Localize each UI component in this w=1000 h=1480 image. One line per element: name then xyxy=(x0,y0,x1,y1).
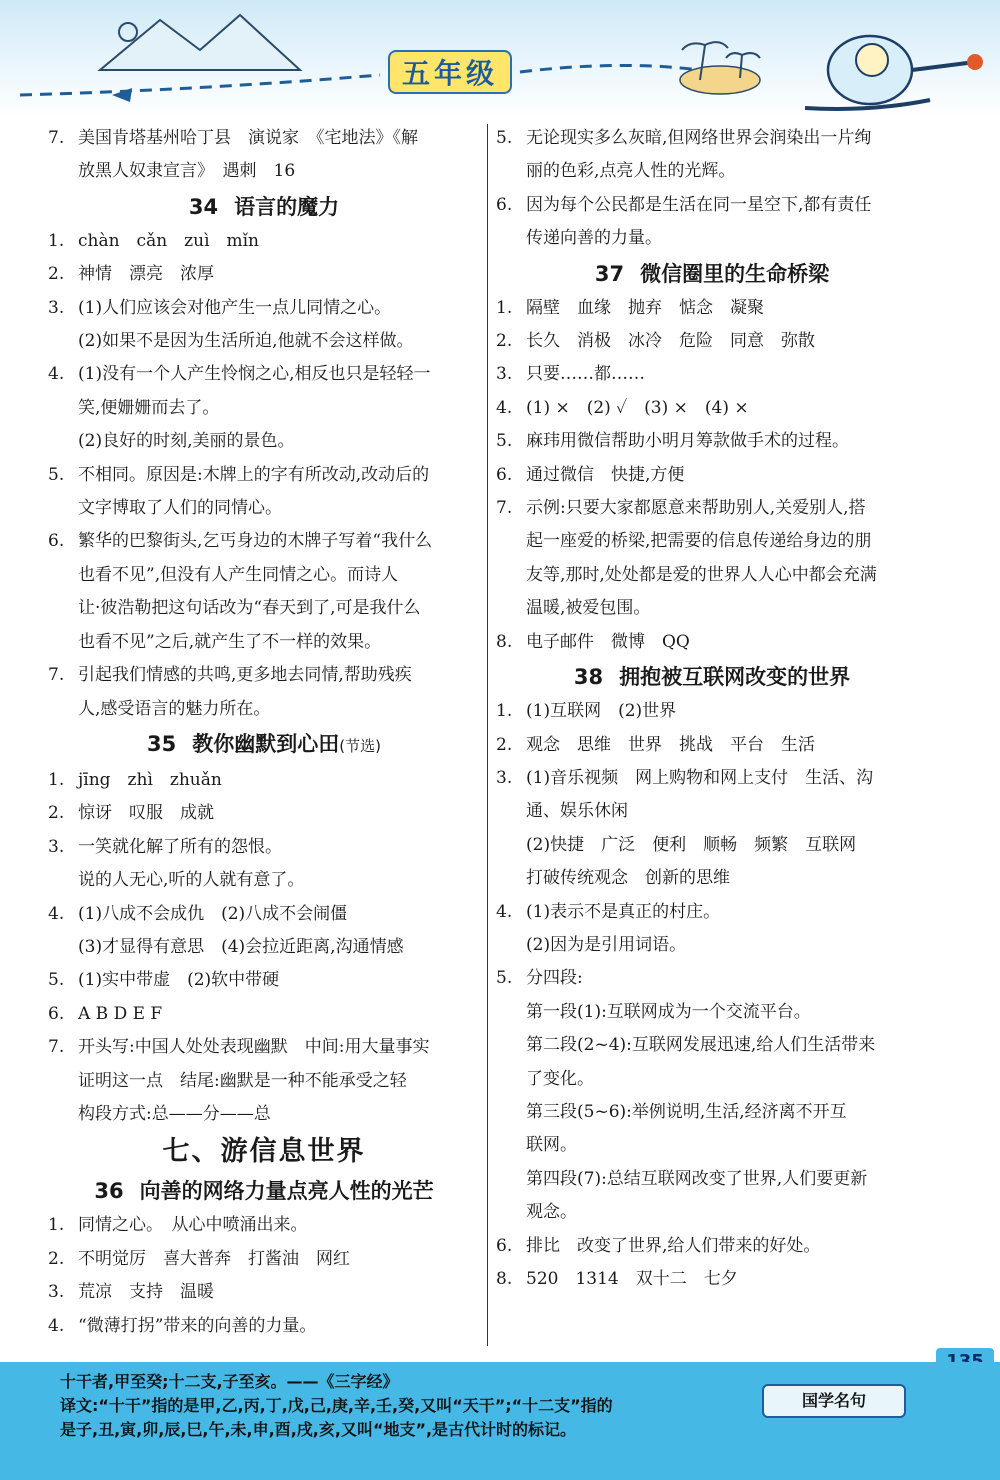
answer-text: (2)如果不是因为生活所迫,他就不会这样做。 xyxy=(78,331,414,352)
answer-continuation xyxy=(48,592,480,625)
answer-number: 2. xyxy=(48,1248,65,1269)
answer-item xyxy=(48,1031,480,1064)
lesson-title: 语言的魔力 xyxy=(234,194,340,219)
answer-number: 5. xyxy=(48,464,65,485)
answer-text: 也看不见”之后,就产生了不一样的效果。 xyxy=(78,631,382,652)
answer-number: 8. xyxy=(496,1269,513,1289)
answer-number: 7. xyxy=(496,498,513,519)
answer-continuation xyxy=(496,1129,928,1162)
answer-item xyxy=(48,122,480,155)
answer-item xyxy=(496,392,928,425)
answer-text: “微薄打拐”带来的向善的力量。 xyxy=(78,1315,317,1336)
lesson-note: (节选) xyxy=(339,736,381,755)
answer-text: 不相同。原因是:木牌上的字有所改动,改动后的 xyxy=(78,464,430,485)
lesson-heading xyxy=(496,659,928,695)
lesson-title: 向善的网络力量点亮人性的光芒 xyxy=(139,1179,434,1204)
answer-continuation xyxy=(48,693,480,726)
answer-number: 1. xyxy=(496,297,513,318)
answer-text: chàn cǎn zuì mǐn xyxy=(78,230,260,251)
answer-text: 分四段: xyxy=(526,968,583,989)
answer-number: 4. xyxy=(48,1315,65,1336)
footer-quote-band xyxy=(0,1362,1000,1480)
answer-item xyxy=(48,459,480,492)
sun-icon xyxy=(119,23,137,41)
answer-text: 放黑人奴隶宣言》 遇刺 16 xyxy=(78,161,296,182)
answer-item xyxy=(48,1243,480,1276)
lesson-number: 36 xyxy=(94,1179,124,1204)
answer-text: 让·彼浩勒把这句话改为“春天到了,可是我什么 xyxy=(78,598,421,619)
lesson-title: 微信圈里的生命桥梁 xyxy=(640,261,830,286)
answer-continuation xyxy=(48,1065,480,1098)
answer-number: 3. xyxy=(48,1282,65,1303)
answer-continuation xyxy=(496,1196,928,1229)
answer-continuation xyxy=(48,325,480,358)
lesson-number: 35 xyxy=(147,731,177,756)
answer-text: 神情 漂亮 浓厚 xyxy=(78,264,214,285)
answer-text: 无论现实多么灰暗,但网络世界会润染出一片绚 xyxy=(526,128,872,148)
answer-continuation xyxy=(496,1063,928,1096)
answer-number: 6. xyxy=(496,194,513,215)
answer-item xyxy=(496,1230,928,1263)
answer-continuation xyxy=(496,862,928,895)
answer-continuation xyxy=(496,795,928,828)
lesson-title: 教你幽默到心田 xyxy=(192,731,340,756)
answer-text: 证明这一点 结尾:幽默是一种不能承受之轻 xyxy=(78,1070,407,1091)
answer-item xyxy=(48,1276,480,1309)
lesson-number: 38 xyxy=(573,665,604,690)
page-header xyxy=(0,0,1000,118)
answer-continuation xyxy=(48,1098,480,1131)
lesson-number: 37 xyxy=(594,261,625,286)
answer-item xyxy=(48,1209,480,1242)
answer-item xyxy=(48,831,480,864)
answer-text: 电子邮件 微博 QQ xyxy=(526,631,690,652)
answer-number: 2. xyxy=(48,264,65,285)
grade-badge: 五年级 xyxy=(388,50,512,94)
answer-continuation xyxy=(496,525,928,558)
right-answer-column xyxy=(496,122,928,1296)
answer-number: 4. xyxy=(48,903,65,924)
answer-continuation xyxy=(48,559,480,592)
answer-item xyxy=(48,898,480,931)
answer-number: 2. xyxy=(496,734,513,755)
answer-item xyxy=(48,998,480,1031)
answer-continuation xyxy=(496,929,928,962)
answer-text: 也看不见”,但没有人产生同情之心。而诗人 xyxy=(78,564,399,585)
answer-text: 排比 改变了世界,给人们带来的好处。 xyxy=(526,1235,821,1256)
classic-quote xyxy=(60,1370,740,1442)
answer-text: (2)良好的时刻,美丽的景色。 xyxy=(78,431,295,452)
quote-translation-line: 译文:“十干”指的是甲,乙,丙,丁,戊,己,庚,辛,壬,癸,又叫“天干”;“十二支”指的 xyxy=(60,1396,613,1415)
answer-item xyxy=(496,729,928,762)
answer-item xyxy=(48,1310,480,1343)
classic-quote-tag: 国学名句 xyxy=(762,1384,906,1418)
lesson-heading xyxy=(48,1173,480,1209)
answer-text: 观念。 xyxy=(526,1202,577,1223)
lesson-number: 34 xyxy=(188,194,219,219)
answer-item xyxy=(48,797,480,830)
answer-number: 4. xyxy=(48,364,65,385)
answer-text: 笑,便姗姗而去了。 xyxy=(78,397,220,418)
answer-text: (1)实中带虚 (2)软中带硬 xyxy=(78,970,280,991)
answer-text: (1)表示不是真正的村庄。 xyxy=(526,901,721,922)
answer-text: (1)音乐视频 网上购物和网上支付 生活、沟 xyxy=(526,767,874,788)
left-answer-column xyxy=(48,122,480,1343)
answer-item xyxy=(496,425,928,458)
answer-item xyxy=(48,292,480,325)
answer-text: 一笑就化解了所有的怨恨。 xyxy=(78,836,282,857)
answer-text: (1)八成不会成仇 (2)八成不会闹僵 xyxy=(78,903,348,924)
quote-translation-line: 是子,丑,寅,卯,辰,巳,午,未,申,酉,戌,亥,又叫“地支”,是古代计时的标记。 xyxy=(60,1420,577,1439)
answer-text: 麻玮用微信帮助小明月筹款做手术的过程。 xyxy=(526,431,849,452)
answer-text: 了变化。 xyxy=(526,1068,594,1089)
answer-item xyxy=(496,1263,928,1296)
answer-number: 6. xyxy=(48,1003,65,1024)
answer-continuation xyxy=(48,155,480,188)
answer-continuation xyxy=(48,425,480,458)
answer-item xyxy=(496,325,928,358)
answer-number: 8. xyxy=(496,631,513,652)
answer-text: 传递向善的力量。 xyxy=(526,228,662,249)
answer-text: jīng zhì zhuǎn xyxy=(78,769,222,790)
answer-continuation xyxy=(48,626,480,659)
answer-number: 1. xyxy=(48,769,65,790)
answer-number: 7. xyxy=(48,128,65,148)
answer-item xyxy=(48,764,480,797)
answer-item xyxy=(48,964,480,997)
answer-continuation xyxy=(496,1096,928,1129)
answer-number: 1. xyxy=(48,230,65,251)
answer-text: 第二段(2~4):互联网发展迅速,给人们生活带来 xyxy=(526,1035,876,1056)
answer-text: 荒凉 支持 温暖 xyxy=(78,1282,214,1303)
answer-number: 4. xyxy=(496,901,513,922)
answer-item xyxy=(496,695,928,728)
answer-text: 繁华的巴黎街头,乞丐身边的木牌子写着“我什么 xyxy=(78,531,433,552)
answer-text: (1)互联网 (2)世界 xyxy=(526,701,677,722)
answer-number: 6. xyxy=(48,531,65,552)
answer-item xyxy=(496,459,928,492)
answer-item xyxy=(496,896,928,929)
answer-text: 文字博取了人们的同情心。 xyxy=(78,498,282,519)
dashed-trail xyxy=(20,75,380,95)
answer-item xyxy=(48,258,480,291)
unit-title: 七、游信息世界 xyxy=(162,1136,366,1168)
answer-number: 3. xyxy=(496,364,513,385)
answer-text: 第一段(1):互联网成为一个交流平台。 xyxy=(526,1001,811,1022)
answer-continuation xyxy=(496,829,928,862)
answer-continuation xyxy=(48,864,480,897)
answer-text: 联网。 xyxy=(526,1135,577,1156)
answer-text: 人,感受语言的魅力所在。 xyxy=(78,698,271,719)
answer-continuation xyxy=(48,492,480,525)
lesson-heading xyxy=(496,256,928,292)
answer-continuation xyxy=(48,931,480,964)
answer-item xyxy=(48,659,480,692)
answer-number: 1. xyxy=(496,701,513,722)
quote-line: 十干者,甲至癸;十二支,子至亥。——《三字经》 xyxy=(60,1372,399,1391)
answer-continuation xyxy=(496,559,928,592)
answer-text: 第三段(5~6):举例说明,生活,经济离不开互 xyxy=(526,1101,847,1122)
answer-text: 520 1314 双十二 七夕 xyxy=(526,1269,738,1289)
lesson-heading xyxy=(48,189,480,225)
answer-number: 4. xyxy=(496,397,513,418)
answer-item xyxy=(496,962,928,995)
answer-continuation xyxy=(496,592,928,625)
answer-number: 3. xyxy=(48,297,65,318)
answer-text: 构段方式:总——分——总 xyxy=(78,1103,271,1124)
answer-number: 6. xyxy=(496,464,513,485)
answer-item xyxy=(496,626,928,659)
answer-text: (1)人们应该会对他产生一点儿同情之心。 xyxy=(78,297,392,318)
answer-number: 2. xyxy=(496,331,513,352)
answer-text: 隔壁 血缘 抛弃 惦念 凝聚 xyxy=(526,297,764,318)
answer-number: 5. xyxy=(496,968,513,989)
answer-number: 3. xyxy=(48,836,65,857)
answer-text: 通、娱乐休闲 xyxy=(526,801,628,822)
answer-text: 第四段(7):总结互联网改变了世界,人们要更新 xyxy=(526,1168,868,1189)
answer-text: 观念 思维 世界 挑战 平台 生活 xyxy=(526,734,815,755)
answer-text: (2)因为是引用词语。 xyxy=(526,934,687,955)
answer-text: 打破传统观念 创新的思维 xyxy=(526,868,730,889)
island-icon xyxy=(680,66,760,94)
answer-text: 起一座爱的桥梁,把需要的信息传递给身边的朋 xyxy=(526,531,872,552)
answer-item xyxy=(496,189,928,222)
answer-item xyxy=(496,762,928,795)
answer-item xyxy=(48,525,480,558)
answer-number: 7. xyxy=(48,1037,65,1058)
answer-text: (2)快捷 广泛 便利 顺畅 频繁 互联网 xyxy=(526,834,857,855)
column-divider xyxy=(487,124,488,1346)
answer-continuation xyxy=(496,222,928,255)
answer-continuation xyxy=(48,392,480,425)
answer-item xyxy=(48,225,480,258)
answer-number: 3. xyxy=(496,767,513,788)
answer-text: 示例:只要大家都愿意来帮助别人,关爱别人,搭 xyxy=(526,498,866,519)
answer-text: A B D E F xyxy=(78,1003,163,1024)
answer-text: 不明觉厉 喜大普奔 打酱油 网红 xyxy=(78,1248,350,1269)
answer-text: 温暖,被爱包围。 xyxy=(526,598,651,619)
answer-item xyxy=(496,492,928,525)
answer-text: 丽的色彩,点亮人性的光辉。 xyxy=(526,161,736,182)
lesson-title: 拥抱被互联网改变的世界 xyxy=(619,665,851,690)
answer-item xyxy=(496,358,928,391)
answer-text: 只要……都…… xyxy=(526,364,645,385)
answer-text: (1) × (2) ✓ (3) × (4) × xyxy=(526,397,749,418)
answer-continuation xyxy=(496,1029,928,1062)
answer-text: 说的人无心,听的人就有意了。 xyxy=(78,870,305,891)
answer-item xyxy=(496,122,928,155)
answer-text: (3)才显得有意思 (4)会拉近距离,沟通情感 xyxy=(78,936,404,957)
answer-text: (1)没有一个人产生怜悯之心,相反也只是轻轻一 xyxy=(78,364,431,385)
answer-text: 友等,那时,处处都是爱的世界人人心中都会充满 xyxy=(526,564,877,585)
answer-text: 通过微信 快捷,方便 xyxy=(526,464,685,485)
answer-number: 5. xyxy=(496,128,513,148)
answer-text: 引起我们情感的共鸣,更多地去同情,帮助残疾 xyxy=(78,665,412,686)
answer-number: 1. xyxy=(48,1215,65,1236)
answer-number: 7. xyxy=(48,665,65,686)
answer-text: 长久 消极 冰冷 危险 同意 弥散 xyxy=(526,331,815,352)
answer-number: 2. xyxy=(48,803,65,824)
answer-text: 因为每个公民都是生活在同一星空下,都有责任 xyxy=(526,194,872,215)
answer-number: 5. xyxy=(496,431,513,452)
answer-continuation xyxy=(496,1163,928,1196)
answer-text: 惊讶 叹服 成就 xyxy=(78,803,214,824)
answer-continuation xyxy=(496,155,928,188)
answer-text: 美国肯塔基州哈丁县 演说家 《宅地法》《解 xyxy=(78,128,418,148)
answer-text: 同情之心。 从心中喷涌出来。 xyxy=(78,1215,308,1236)
answer-item xyxy=(48,358,480,391)
answer-text: 开头写:中国人处处表现幽默 中间:用大量事实 xyxy=(78,1037,430,1058)
answer-number: 5. xyxy=(48,970,65,991)
answer-continuation xyxy=(496,996,928,1029)
answer-number: 6. xyxy=(496,1235,513,1256)
lesson-heading xyxy=(48,726,480,764)
answer-item xyxy=(496,292,928,325)
